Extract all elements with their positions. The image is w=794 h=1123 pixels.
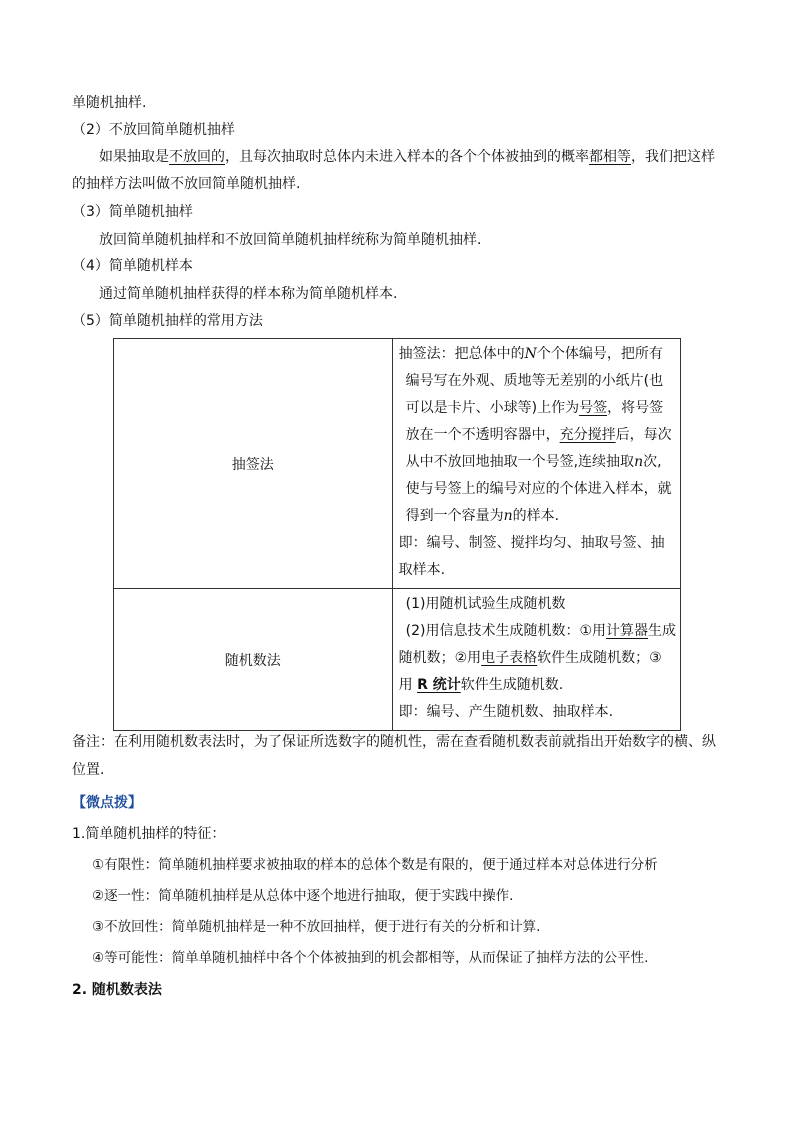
features-title: 1.简单随机抽样的特征： [72,826,226,842]
method-desc-lottery: 抽签法：把总体中的N个个体编号，把所有 编号写在外观、质地等无差别的小纸片(也 可以是卡片、小球等)上作为号签，将号签 放在一个不透明容器中，充分搅拌后，每次 从中不放回地抽取一个号签,连续抽取n次, 使与号签上的编号对应的个体进入样本，就 得到一个容量为n的样本. 即：编号、制签、搅拌均匀、抽取号签、抽 取样本. [392,339,680,589]
feature-item: ④等可能性：简单单随机抽样中各个个体被抽到的机会都相等，从而保证了抽样方法的公平性. [92,950,649,966]
feature-item: ①有限性：简单随机抽样要求被抽取的样本的总体个数是有限的，便于通过样本对总体进行分析 [92,857,658,873]
methods-table [113,338,681,731]
paragraph-2: 如果抽取是不放回的，且每次抽取时总体内未进入样本的各个个体被抽到的概率都相等，我们把这样 [99,149,715,165]
text-line: 单随机抽样. [72,95,147,111]
method-desc-random-number: (1)用随机试验生成随机数 (2)用信息技术生成随机数：①用计算器生成 随机数；②用电子表格软件生成随机数；③ 用 R 统计软件生成随机数. 即：编号、产生随机数、抽取样本. [392,589,680,731]
subheading-3: （3）简单随机抽样 [72,204,193,220]
subheading-4: （4）简单随机样本 [72,258,193,274]
subheading-5: （5）简单随机抽样的常用方法 [72,313,263,329]
method-name-lottery: 抽签法 [114,339,393,589]
tip-heading: 【微点拨】 [72,795,142,811]
note-line-cont: 位置. [72,762,105,778]
method-name-random-number: 随机数法 [114,589,393,731]
section-heading: 2. 随机数表法 [72,982,162,998]
paragraph-4: 通过简单随机抽样获得的样本称为简单随机样本. [99,286,398,302]
note-line: 备注：在利用随机数表法时，为了保证所选数字的随机性，需在查看随机数表前就指出开始数字的横、纵 [72,734,716,750]
feature-item: ②逐一性：简单随机抽样是从总体中逐个地进行抽取，便于实践中操作. [92,888,514,904]
feature-item: ③不放回性：简单随机抽样是一种不放回抽样，便于进行有关的分析和计算. [92,919,541,935]
paragraph-3: 放回简单随机抽样和不放回简单随机抽样统称为简单随机抽样. [99,232,482,248]
paragraph-2-cont: 的抽样方法叫做不放回简单随机抽样. [72,176,301,192]
table-row [114,589,681,731]
table-row [114,339,681,589]
subheading-2: （2）不放回简单随机抽样 [72,122,235,138]
